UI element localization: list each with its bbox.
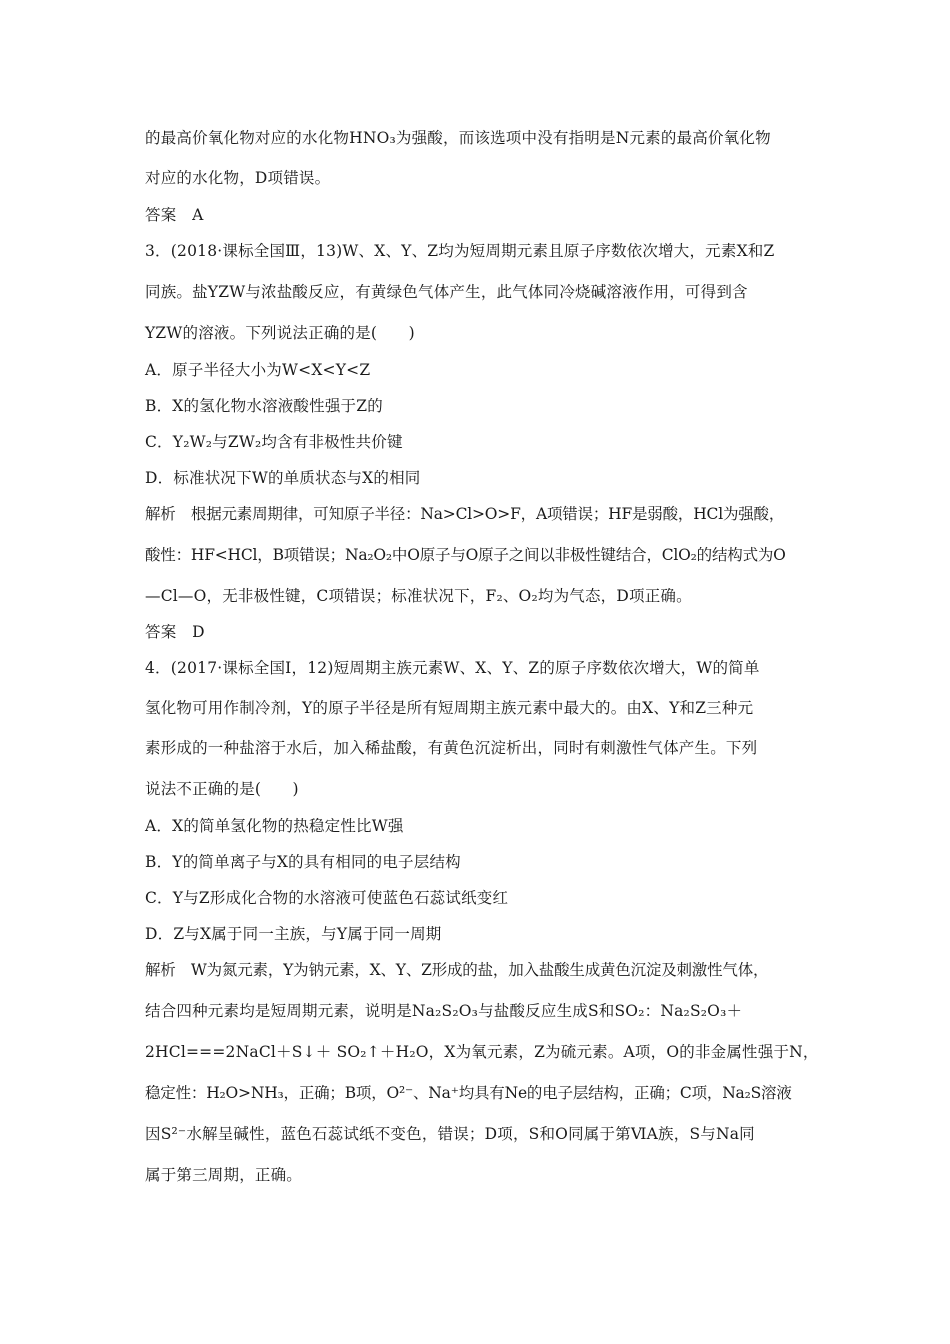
question-4-stem: 4．(2017·课标全国Ⅰ，12)短周期主族元素W、X、Y、Z的原子序数依次增大，W的简单	[145, 659, 760, 677]
analysis-line: 解析 根据元素周期律，可知原子半径：Na>Cl>O>F，A项错误；HF是弱酸，HCl为强酸，	[145, 505, 785, 523]
option-b: B．Y的简单离子与X的具有相同的电子层结构	[145, 853, 461, 871]
text-line: 素形成的一种盐溶于水后，加入稀盐酸，有黄色沉淀析出，同时有刺激性气体产生。下列	[145, 739, 758, 757]
option-a: A．原子半径大小为W<X<Y<Z	[145, 361, 371, 379]
text-line: 同族。盐YZW与浓盐酸反应，有黄绿色气体产生，此气体同冷烧碱溶液作用，可得到含	[145, 283, 748, 301]
text-line: YZW的溶液。下列说法正确的是( )	[145, 324, 415, 342]
answer-line: 答案 A	[145, 206, 204, 224]
text-line: 的最高价氧化物对应的水化物HNO₃为强酸，而该选项中没有指明是N元素的最高价氧化物	[145, 129, 771, 147]
text-line: 对应的水化物，D项错误。	[145, 169, 331, 187]
option-c: C．Y与Z形成化合物的水溶液可使蓝色石蕊试纸变红	[145, 889, 509, 907]
question-3-stem: 3．(2018·课标全国Ⅲ，13)W、X、Y、Z均为短周期元素且原子序数依次增大，元素X和Z	[145, 242, 775, 260]
option-d: D．标准状况下W的单质状态与X的相同	[145, 469, 421, 487]
text-line: 氢化物可用作制冷剂，Y的原子半径是所有短周期主族元素中最大的。由X、Y和Z三种元	[145, 699, 754, 717]
text-line: 说法不正确的是( )	[145, 780, 299, 798]
option-a: A．X的简单氢化物的热稳定性比W强	[145, 817, 404, 835]
analysis-line: 解析 W为氮元素，Y为钠元素，X、Y、Z形成的盐，加入盐酸生成黄色沉淀及刺激性气体，	[145, 961, 769, 979]
text-line: 2HCl===2NaCl＋S↓＋ SO₂↑＋H₂O，X为氧元素，Z为硫元素。A项，O的非金属性强于N，	[145, 1043, 819, 1061]
text-line: 因S²⁻水解呈碱性，蓝色石蕊试纸不变色，错误；D项，S和O同属于第ⅥA族，S与Na同	[145, 1125, 755, 1143]
text-line: 结合四种元素均是短周期元素，说明是Na₂S₂O₃与盐酸反应生成S和SO₂：Na₂S₂O₃＋	[145, 1002, 743, 1020]
option-d: D．Z与X属于同一主族，与Y属于同一周期	[145, 925, 442, 943]
option-c: C．Y₂W₂与ZW₂均含有非极性共价键	[145, 433, 403, 451]
answer-line: 答案 D	[145, 623, 205, 641]
text-line: 酸性：HF<HCl，B项错误；Na₂O₂中O原子与O原子之间以非极性键结合，ClO₂的结构式为O	[145, 546, 786, 564]
text-line: 属于第三周期，正确。	[145, 1166, 303, 1184]
text-line: 稳定性：H₂O>NH₃，正确；B项，O²⁻、Na⁺均具有Ne的电子层结构，正确；C项，Na₂S溶液	[145, 1084, 792, 1102]
option-b: B．X的氢化物水溶液酸性强于Z的	[145, 397, 383, 415]
text-line: —Cl—O，无非极性键，C项错误；标准状况下，F₂、O₂均为气态，D项正确。	[145, 587, 692, 605]
